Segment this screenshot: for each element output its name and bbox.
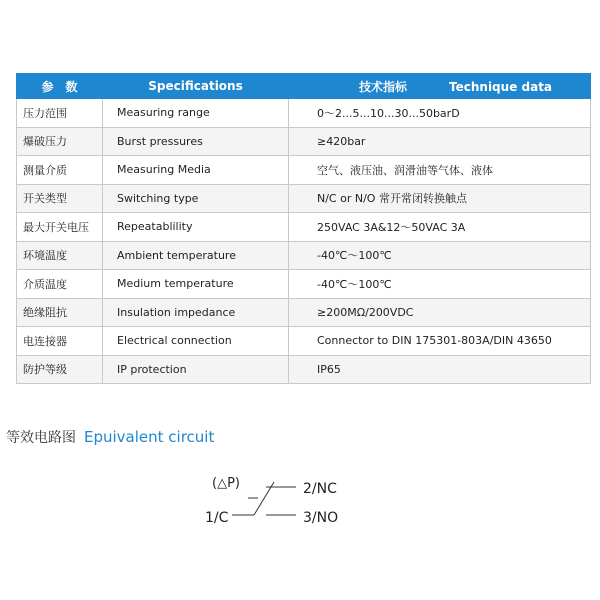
row-param-en: Switching type: [103, 184, 289, 213]
table-row: [17, 99, 591, 128]
circuit-title-en: Epuivalent circuit: [84, 428, 215, 446]
header-technique-data: [289, 74, 591, 99]
row-param-en: Burst pressures: [103, 127, 289, 156]
common-terminal-label: 1/C: [205, 510, 229, 526]
no-terminal-label: 3/NO: [303, 510, 339, 526]
table-row: [17, 156, 591, 185]
table-row: [17, 241, 591, 270]
row-param-cn: 压力范围: [17, 99, 103, 128]
table-header-row: [17, 74, 591, 99]
row-param-en: Medium temperature: [103, 270, 289, 299]
row-param-cn: 最大开关电压: [17, 213, 103, 242]
row-param-cn: 爆破压力: [17, 127, 103, 156]
row-param-en: Measuring range: [103, 99, 289, 128]
row-value: 0～2...5...10...30...50barD: [289, 99, 591, 128]
table-row: [17, 355, 591, 384]
row-value: ≥420bar: [289, 127, 591, 156]
row-value: 250VAC 3A&12～50VAC 3A: [289, 213, 591, 242]
row-param-cn: 开关类型: [17, 184, 103, 213]
row-value: Connector to DIN 175301-803A/DIN 43650: [289, 327, 591, 356]
specifications-table: [16, 73, 591, 384]
table-row: [17, 270, 591, 299]
row-param-en: Repeatablility: [103, 213, 289, 242]
row-param-en: Electrical connection: [103, 327, 289, 356]
row-value: 空气、液压油、润滑油等气体、液体: [289, 156, 591, 185]
row-param-en: Insulation impedance: [103, 298, 289, 327]
equivalent-circuit-diagram: [0, 460, 600, 540]
row-value: ≥200MΩ/200VDC: [289, 298, 591, 327]
row-param-cn: 环境温度: [17, 241, 103, 270]
nc-terminal-label: 2/NC: [303, 481, 337, 497]
row-param-cn: 测量介质: [17, 156, 103, 185]
row-value: -40℃～100℃: [289, 241, 591, 270]
row-value: -40℃～100℃: [289, 270, 591, 299]
pressure-label: (△P): [212, 476, 240, 491]
row-param-en: IP protection: [103, 355, 289, 384]
header-specifications: Specifications: [103, 74, 289, 99]
row-param-cn: 绝缘阻抗: [17, 298, 103, 327]
table-row: [17, 127, 591, 156]
row-param-cn: 防护等级: [17, 355, 103, 384]
row-param-cn: 电连接器: [17, 327, 103, 356]
row-param-en: Measuring Media: [103, 156, 289, 185]
table-row: [17, 327, 591, 356]
row-value: IP65: [289, 355, 591, 384]
table-row: [17, 184, 591, 213]
header-tech-cn: 技术指标: [359, 79, 408, 94]
header-tech-en: Technique data: [449, 79, 553, 94]
row-value: N/C or N/O 常开常闭转换触点: [289, 184, 591, 213]
circuit-title: [6, 427, 214, 447]
table-row: [17, 213, 591, 242]
header-params: 参 数: [17, 74, 103, 99]
table-row: [17, 298, 591, 327]
row-param-cn: 介质温度: [17, 270, 103, 299]
row-param-en: Ambient temperature: [103, 241, 289, 270]
circuit-title-cn: 等效电路图: [6, 430, 76, 446]
